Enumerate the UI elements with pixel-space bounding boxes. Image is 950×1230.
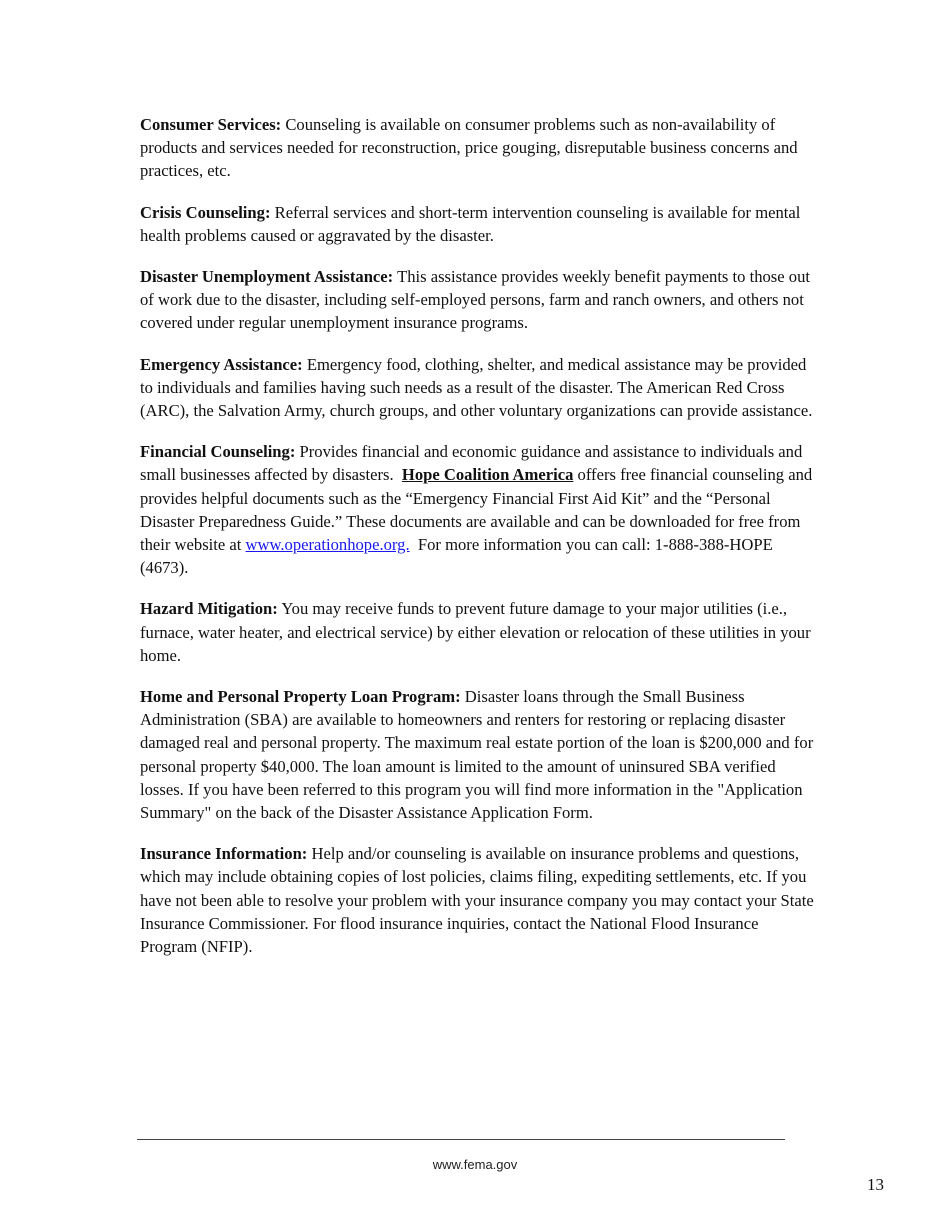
footer-url: www.fema.gov xyxy=(432,1157,518,1172)
text-crisis-counseling: Referral services and short-term intervention counseling is available for mental health problems caused or aggravated by the disaster. xyxy=(140,202,801,245)
text-home-property-loan: Disaster loans through the Small Business Administration (SBA) are available to homeowners and renters for restoring or replacing disaster damaged real and personal property. The maximum real estate portion of the loan is $200,000 and for personal property $40,000. The loan amount is limited to the amount of uninsured SBA verified losses. If you have been referred to this program you will find more information in the "Application Summary" on the back of the Disaster Assistance Application Form. xyxy=(140,687,814,823)
operationhope-link[interactable]: www.operationhope.org. xyxy=(245,535,410,555)
text-financial-counseling-body: offers free financial counseling and provides helpful documents such as the “Emergency Financial First Aid Kit” and the “Personal Disaster Preparedness Guide.” These documents are available and can be downloaded for free from their website at xyxy=(140,465,813,555)
paragraph-disaster-unemployment xyxy=(140,265,815,335)
paragraph-emergency-assistance xyxy=(140,353,815,423)
page-number: 13 xyxy=(867,1175,884,1194)
paragraph-home-property-loan xyxy=(140,685,815,824)
document-body xyxy=(140,113,815,976)
paragraph-crisis-counseling xyxy=(140,201,815,247)
text-financial-counseling-phone: For more information you can call: 1-888-388-HOPE (4673). xyxy=(140,535,773,578)
text-financial-counseling-intro: Provides financial and economic guidance and assistance to individuals and small businesses affected by disasters. xyxy=(140,442,803,485)
term-financial-counseling: Financial Counseling: xyxy=(140,442,296,462)
term-disaster-unemployment: Disaster Unemployment Assistance: xyxy=(140,267,394,287)
paragraph-consumer-services xyxy=(140,113,815,183)
paragraph-insurance-information xyxy=(140,842,815,958)
text-disaster-unemployment: This assistance provides weekly benefit payments to those out of work due to the disaster, including self-employed persons, farm and ranch owners, and others not covered under regular unemployment insurance programs. xyxy=(140,267,810,333)
text-emergency-assistance: Emergency food, clothing, shelter, and medical assistance may be provided to individuals and families having such needs as a result of the disaster. The American Red Cross (ARC), the Salvation Army, church groups, and other voluntary organizations can provide assistance. xyxy=(140,354,813,421)
term-emergency-assistance: Emergency Assistance: xyxy=(140,354,303,374)
term-hazard-mitigation: Hazard Mitigation: xyxy=(140,599,278,619)
term-consumer-services: Consumer Services: xyxy=(140,115,282,134)
term-crisis-counseling: Crisis Counseling: xyxy=(140,202,271,222)
paragraph-financial-counseling xyxy=(140,440,815,579)
text-hazard-mitigation: You may receive funds to prevent future damage to your major utilities (i.e., furnace, water heater, and electrical service) by either elevation or relocation of these utilities in your home. xyxy=(140,599,811,665)
hope-coalition-link[interactable]: Hope Coalition America xyxy=(401,465,574,485)
term-insurance-information: Insurance Information: xyxy=(140,844,308,864)
text-consumer-services: Counseling is available on consumer problems such as non-availability of products and services needed for reconstruction, price gouging, disreputable business concerns and practices, etc. xyxy=(140,115,798,181)
term-home-property-loan: Home and Personal Property Loan Program: xyxy=(140,687,461,707)
footer-divider xyxy=(137,1139,785,1140)
paragraph-hazard-mitigation xyxy=(140,597,815,667)
text-insurance-information: Help and/or counseling is available on insurance problems and questions, which may include obtaining copies of lost policies, claims filing, expediting settlements, etc. If you have not been able to resolve your problem with your insurance company you may contact your State Insurance Commissioner. For flood insurance inquiries, contact the National Flood Insurance Program (NFIP). xyxy=(140,844,814,957)
